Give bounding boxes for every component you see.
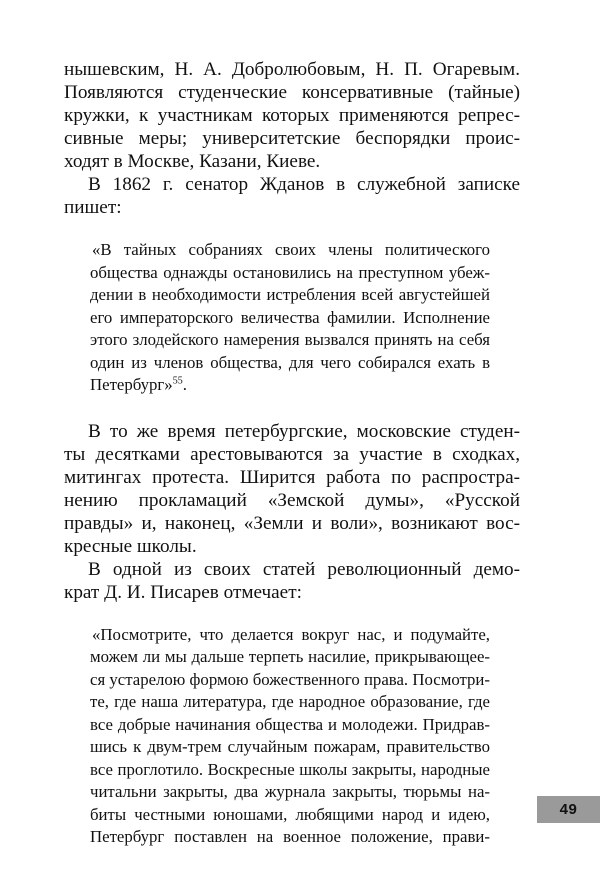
paragraph-4 [64,558,520,604]
quote-end: . [182,375,187,394]
paragraph-2 [64,173,520,219]
text-line: кресные школы. [64,535,197,557]
quote-text: Петербург» [90,375,173,394]
text-line: кружки, к участникам которых применяются репрес- [64,105,520,126]
quote-line: «Посмотрите, что делается вокруг нас, и подумайте, [92,624,490,644]
quote-line: шись к двум-трем случайным пожарам, правительство [90,737,490,756]
quote-line: Петербург поставлен на военное положение, прави- [90,827,490,846]
quote-line: читальни закрыты, два журнала закрыты, тюрьмы на- [90,782,490,801]
text-line: митингах протеста. Ширится работа по распростра- [64,466,520,488]
text-line: В то же время петербургские, московские студен- [88,420,520,442]
text-line: В одной из своих статей революционный демо- [88,558,520,580]
quote-line: биты честными юношами, любящими народ и идею, [90,804,490,824]
quote-zhdanov [90,239,490,397]
quote-line: те, где наша литература, где народное образование, где [90,692,490,711]
quote-line: этого злодейского намерения вызвался принять на себя [90,330,490,349]
paragraph-1 [64,58,520,173]
text-line: пишет: [64,197,122,218]
quote-line: общества однажды остановились на преступном убеж- [90,262,490,282]
quote-line: все проглотило. Воскресные школы закрыты, народные [90,759,490,779]
quote-line: один из членов общества, для чего собирался ехать в [90,352,490,372]
text-line: Появляются студенческие консервативные (тайные) [64,82,520,103]
text-line: В 1862 г. сенатор Жданов в служебной записке [88,174,520,195]
text-line: правды» и, наконец, «Земли и воли», возникают вос- [64,512,520,534]
quote-line: его императорского величества фамилии. Исполнение [90,307,490,327]
text-line: крат Д. И. Писарев отмечает: [64,581,302,603]
quote-line: «В тайных собраниях своих члены политического [92,240,490,259]
text-line: нению прокламаций «Земской думы», «Русской [64,489,520,511]
paragraph-3 [64,420,520,558]
quote-line-last [90,374,490,397]
quote-line: дении в необходимости истребления всей августейшей [90,285,490,304]
page-text [64,58,520,849]
quote-line: ся устарелою формою божественного права. Посмотри- [90,669,490,689]
footnote-ref[interactable]: 55 [172,375,183,387]
quote-line: все добрые начинания общества и молодежи. Придрав- [90,714,490,734]
text-line: нышевским, Н. А. Добролюбовым, Н. П. Огаревым. [64,59,520,80]
text-line: сивные меры; университетские беспорядки проис- [64,128,520,149]
quote-line: можем ли мы дальше терпеть насилие, прикрывающее- [90,647,490,666]
page-number: 49 [537,796,600,823]
text-line: ходят в Москве, Казани, Киеве. [64,151,321,172]
text-line: ты десятками арестовываются за участие в сходках, [64,443,520,465]
quote-pisarev [90,624,490,849]
